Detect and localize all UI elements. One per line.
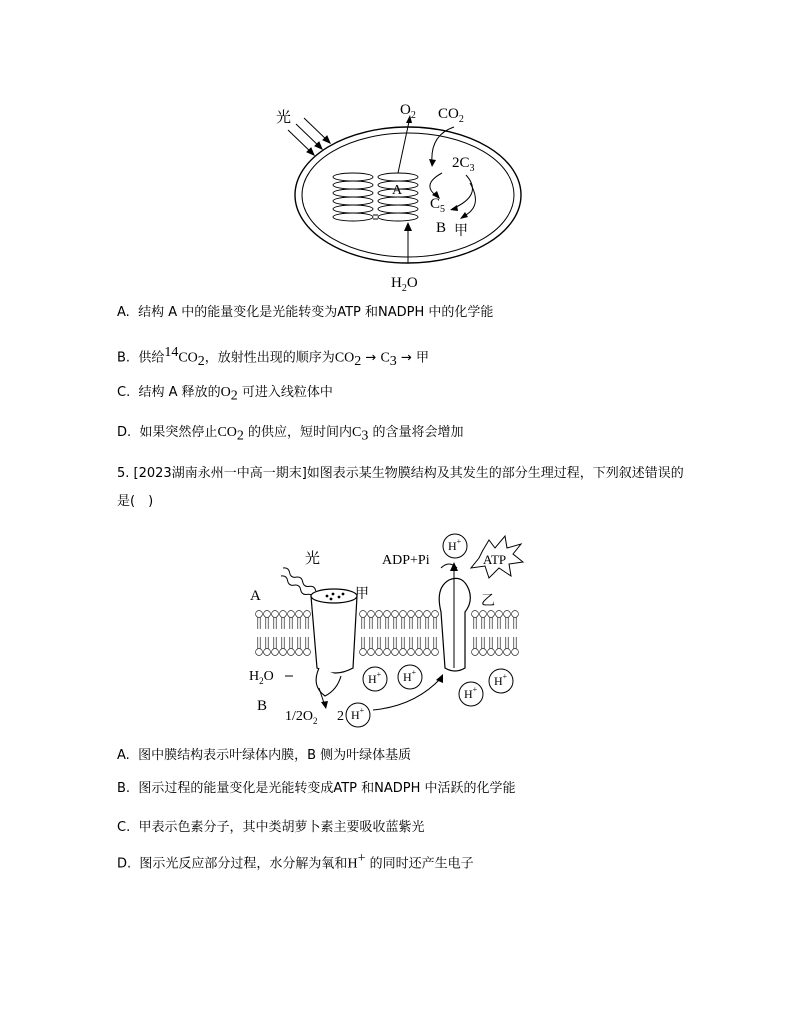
- lipid-tail: [258, 617, 260, 629]
- light-label: 光: [276, 110, 292, 126]
- lipid-head: [432, 649, 439, 656]
- lipid-tail: [402, 617, 404, 629]
- q5-stem: 5. [2023湖南永州一中高一期末]如图表示某生物膜结构及其发生的部分生理过程，下列叙述错误的是( ): [117, 466, 684, 509]
- c3-sub: 3: [469, 163, 475, 174]
- atp-label: ATP: [483, 552, 507, 567]
- lipid-head: [400, 649, 407, 656]
- fig2-h2o-o: O: [263, 669, 274, 684]
- q4-option-a[interactable]: A. 结构 A 中的能量变化是光能转变为ATP 和NADPH 中的化学能: [117, 305, 494, 320]
- protein-jia-label: 甲: [355, 587, 369, 602]
- lipid-head: [504, 649, 511, 656]
- lipid-head: [488, 611, 495, 618]
- lipid-tail: [274, 617, 276, 629]
- lipid-head: [384, 611, 391, 618]
- q5-option-a[interactable]: A. 图中膜结构表示叶绿体内膜，B 侧为叶绿体基质: [117, 748, 412, 763]
- lipid-tail: [394, 637, 396, 649]
- lipid-tail: [474, 617, 476, 629]
- two-coef: 2: [337, 709, 344, 724]
- lipid-head: [360, 611, 367, 618]
- lipid-tail: [362, 637, 364, 649]
- lipid-head: [496, 611, 503, 618]
- chloroplast-figure: [270, 95, 530, 295]
- lipid-head: [472, 611, 479, 618]
- lipid-tail: [434, 637, 436, 649]
- svg-text:H2O: [391, 275, 418, 294]
- lipid-head: [256, 611, 263, 618]
- protein-yi-label: 乙: [481, 594, 495, 609]
- o2-sub: 2: [410, 110, 416, 121]
- svg-text:H+: H+: [494, 672, 508, 688]
- lipid-tail: [362, 617, 364, 629]
- lipid-tail: [370, 637, 372, 649]
- lipid-tail: [514, 637, 516, 649]
- lipid-tail: [410, 637, 412, 649]
- lipid-head: [272, 649, 279, 656]
- side-b-label: B: [257, 698, 268, 714]
- lipid-head: [288, 611, 295, 618]
- product-jia-label: 甲: [454, 224, 468, 239]
- lipid-tail: [378, 617, 380, 629]
- h2o-h: H: [391, 275, 402, 291]
- granum-left: [333, 173, 373, 221]
- svg-text:H2O: [249, 669, 274, 686]
- lipid-tail: [298, 617, 300, 629]
- lipid-tail: [482, 637, 484, 649]
- lipid-tail: [506, 637, 508, 649]
- q5-option-d[interactable]: D. 图示光反应部分过程，水分解为氧和H+ 的同时还产生电子: [117, 851, 474, 872]
- svg-text:H+: H+: [351, 706, 365, 722]
- lipid-tail: [498, 637, 500, 649]
- c5-sub: 5: [440, 204, 446, 215]
- lipid-head: [280, 649, 287, 656]
- membrane-figure: [245, 528, 545, 733]
- lipid-head: [376, 611, 383, 618]
- svg-text:H+: H+: [448, 537, 462, 553]
- h2o-sub: 2: [401, 283, 407, 294]
- svg-text:2C3: [452, 155, 475, 174]
- atp-synthase-yi: [439, 578, 470, 671]
- lipid-tail: [266, 637, 268, 649]
- lipid-head: [512, 611, 519, 618]
- lipid-head: [280, 611, 287, 618]
- h2o-o: O: [406, 275, 418, 291]
- lipid-tail: [490, 617, 492, 629]
- lipid-head: [360, 649, 367, 656]
- lipid-tail: [426, 637, 428, 649]
- o2-label: O: [400, 102, 411, 118]
- adp-label: ADP+Pi: [382, 553, 430, 568]
- lipid-tail: [290, 637, 292, 649]
- lipid-head: [256, 649, 263, 656]
- o2-half-sub: 2: [313, 716, 318, 726]
- q4-option-d[interactable]: D. 如果突然停止$CO_2$ 的供应，短时间内$C_3$ 的含量将会增加: [117, 425, 464, 444]
- c3-label: 2C: [452, 155, 470, 171]
- lipid-head: [400, 611, 407, 618]
- o2-half-label: 1/2O: [285, 709, 313, 724]
- lipid-head: [304, 649, 311, 656]
- lipid-head: [408, 611, 415, 618]
- lipid-tail: [482, 617, 484, 629]
- lipid-head: [304, 611, 311, 618]
- lipid-head: [264, 649, 271, 656]
- lipid-head: [368, 611, 375, 618]
- co2-label: CO: [438, 106, 459, 122]
- svg-text:H+: H+: [464, 685, 478, 701]
- c5-label: C: [430, 196, 441, 212]
- lipid-tail: [490, 637, 492, 649]
- lipid-head: [296, 649, 303, 656]
- protein-jia: [311, 596, 357, 673]
- lipid-tail: [306, 637, 308, 649]
- lipid-tail: [282, 637, 284, 649]
- svg-text:H+: H+: [403, 668, 417, 684]
- svg-text:C5: [430, 196, 445, 215]
- lipid-tail: [394, 617, 396, 629]
- lipid-tail: [426, 617, 428, 629]
- lipid-tail: [498, 617, 500, 629]
- lipid-tail: [402, 637, 404, 649]
- lipid-head: [480, 649, 487, 656]
- lipid-head: [296, 611, 303, 618]
- lipid-tail: [290, 617, 292, 629]
- fig2-h2o-sub: 2: [259, 676, 264, 686]
- lipid-head: [424, 649, 431, 656]
- lipid-tail: [418, 617, 420, 629]
- lipid-tail: [386, 617, 388, 629]
- stroma-b-label: B: [436, 220, 447, 236]
- lipid-tail: [410, 617, 412, 629]
- lipid-head: [416, 611, 423, 618]
- structure-a-label: A: [392, 183, 403, 198]
- co2-sub: 2: [458, 114, 464, 125]
- lipid-head: [488, 649, 495, 656]
- svg-text:O2: [400, 102, 416, 121]
- lipid-tail: [514, 617, 516, 629]
- lipid-head: [408, 649, 415, 656]
- q5-option-c[interactable]: C. 甲表示色素分子，其中类胡萝卜素主要吸收蓝紫光: [117, 820, 425, 835]
- lipid-head: [376, 649, 383, 656]
- lipid-tail: [474, 637, 476, 649]
- lipid-head: [504, 611, 511, 618]
- light-label-2: 光: [305, 551, 321, 567]
- svg-text:1/2O2: [285, 709, 318, 726]
- lipid-head: [432, 611, 439, 618]
- lipid-tail: [378, 637, 380, 649]
- lipid-head: [472, 649, 479, 656]
- side-a-label: A: [250, 588, 261, 604]
- lipid-head: [288, 649, 295, 656]
- lipid-head: [416, 649, 423, 656]
- lipid-head: [264, 611, 271, 618]
- q4-option-b[interactable]: B. 供给$^{14}CO_2$，放射性出现的顺序为$CO_2 \to C_3$ → 甲: [117, 345, 429, 369]
- lipid-head: [424, 611, 431, 618]
- lipid-head: [368, 649, 375, 656]
- lipid-head: [392, 611, 399, 618]
- lipid-tail: [306, 617, 308, 629]
- lipid-head: [512, 649, 519, 656]
- lipid-head: [496, 649, 503, 656]
- lipid-head: [392, 649, 399, 656]
- lipid-tail: [370, 617, 372, 629]
- lipid-bilayer: [256, 611, 519, 656]
- lipid-tail: [298, 637, 300, 649]
- q5-option-b[interactable]: B. 图示过程的能量变化是光能转变成ATP 和NADPH 中活跃的化学能: [117, 781, 516, 796]
- lipid-tail: [258, 637, 260, 649]
- svg-text:H+: H+: [368, 670, 382, 686]
- lipid-tail: [386, 637, 388, 649]
- lipid-tail: [434, 617, 436, 629]
- lipid-tail: [274, 637, 276, 649]
- q4-option-c[interactable]: C. 结构 A 释放的$O_2$ 可进入线粒体中: [117, 385, 333, 404]
- lipid-tail: [266, 617, 268, 629]
- svg-text:CO2: [438, 106, 464, 125]
- lipid-head: [384, 649, 391, 656]
- lipid-tail: [506, 617, 508, 629]
- lipid-head: [272, 611, 279, 618]
- fig2-h2o-h: H: [249, 669, 260, 684]
- lipid-head: [480, 611, 487, 618]
- lipid-tail: [418, 637, 420, 649]
- lipid-tail: [282, 617, 284, 629]
